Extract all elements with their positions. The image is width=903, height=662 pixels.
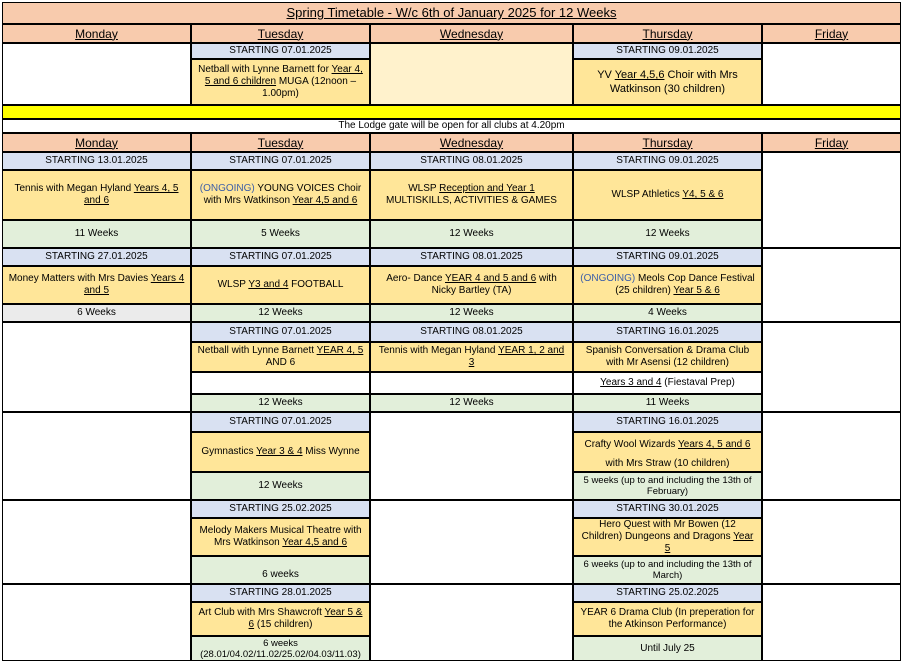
top-header-wednesday: Wednesday xyxy=(370,24,573,43)
top-monday-empty xyxy=(2,43,191,105)
header-thursday: Thursday xyxy=(573,133,762,152)
r6-tuesday-weeks: 6 weeks (28.01/04.02/11.02/25.02/04.03/11.03) xyxy=(191,636,370,661)
r3-wednesday-weeks: 12 Weeks xyxy=(370,394,573,412)
r1-wednesday-description: WLSP Reception and Year 1 MULTISKILLS, ACTIVITIES & GAMES xyxy=(370,170,573,220)
r3-wednesday-starting: STARTING 08.01.2025 xyxy=(370,322,573,342)
r1-thursday-weeks: 12 Weeks xyxy=(573,220,762,248)
top-header-thursday: Thursday xyxy=(573,24,762,43)
r5-thursday-description: Hero Quest with Mr Bowen (12 Children) Dungeons and Dragons Year 5 xyxy=(573,518,762,556)
r2-monday-starting: STARTING 27.01.2025 xyxy=(2,248,191,266)
header-monday: Monday xyxy=(2,133,191,152)
r3-tuesday-blank xyxy=(191,372,370,394)
top-thursday-description: YV Year 4,5,6 Choir with Mrs Watkinson (30 children) xyxy=(573,59,762,105)
r3-thursday-starting: STARTING 16.01.2025 xyxy=(573,322,762,342)
r1-tuesday-weeks: 5 Weeks xyxy=(191,220,370,248)
r3-thursday-extra: Years 3 and 4 (Fiestaval Prep) xyxy=(573,372,762,394)
header-friday: Friday xyxy=(762,133,901,152)
r3-thursday-weeks: 11 Weeks xyxy=(573,394,762,412)
r2-thursday-starting: STARTING 09.01.2025 xyxy=(573,248,762,266)
r1-wednesday-starting: STARTING 08.01.2025 xyxy=(370,152,573,170)
top-header-monday: Monday xyxy=(2,24,191,43)
r4-tuesday-description: Gymnastics Year 3 & 4 Miss Wynne xyxy=(191,432,370,472)
r5-thursday-starting: STARTING 30.01.2025 xyxy=(573,500,762,518)
r4-wednesday-empty xyxy=(370,412,573,500)
r4-friday-empty xyxy=(762,412,901,500)
top-wednesday-empty xyxy=(370,43,573,105)
r2-thursday-weeks: 4 Weeks xyxy=(573,304,762,322)
r3-thursday-description: Spanish Conversation & Drama Club with Mr Asensi (12 children) xyxy=(573,342,762,372)
r2-thursday-description: (ONGOING) Meols Cop Dance Festival (25 children) Year 5 & 6 xyxy=(573,266,762,304)
r5-friday-empty xyxy=(762,500,901,584)
r1-thursday-description: WLSP Athletics Y4, 5 & 6 xyxy=(573,170,762,220)
top-tuesday-starting: STARTING 07.01.2025 xyxy=(191,43,370,59)
r6-tuesday-starting: STARTING 28.01.2025 xyxy=(191,584,370,602)
r2-wednesday-starting: STARTING 08.01.2025 xyxy=(370,248,573,266)
r1-monday-starting: STARTING 13.01.2025 xyxy=(2,152,191,170)
top-tuesday-description: Netball with Lynne Barnett for Year 4, 5 and 6 children MUGA (12noon – 1.00pm) xyxy=(191,59,370,105)
top-header-friday: Friday xyxy=(762,24,901,43)
r6-thursday-description: YEAR 6 Drama Club (In preperation for the Atkinson Performance) xyxy=(573,602,762,636)
r5-tuesday-description: Melody Makers Musical Theatre with Mrs Watkinson Year 4,5 and 6 xyxy=(191,518,370,556)
top-friday-empty xyxy=(762,43,901,105)
r2-friday-empty xyxy=(762,248,901,322)
r3-monday-empty xyxy=(2,322,191,412)
r1-friday-empty xyxy=(762,152,901,248)
r2-wednesday-weeks: 12 Weeks xyxy=(370,304,573,322)
r1-thursday-starting: STARTING 09.01.2025 xyxy=(573,152,762,170)
r6-friday-empty xyxy=(762,584,901,661)
r2-wednesday-description: Aero- Dance YEAR 4 and 5 and 6 with Nicky Bartley (TA) xyxy=(370,266,573,304)
r5-tuesday-weeks: 6 weeks xyxy=(191,556,370,584)
r4-thursday-weeks: 5 weeks (up to and including the 13th of February) xyxy=(573,472,762,500)
r4-thursday-description: Crafty Wool Wizards Years 4, 5 and 6 with Mrs Straw (10 children) xyxy=(573,432,762,472)
r4-tuesday-starting: STARTING 07.01.2025 xyxy=(191,412,370,432)
r1-monday-description: Tennis with Megan Hyland Years 4, 5 and 6 xyxy=(2,170,191,220)
header-tuesday: Tuesday xyxy=(191,133,370,152)
r4-monday-empty xyxy=(2,412,191,500)
r2-tuesday-weeks: 12 Weeks xyxy=(191,304,370,322)
timetable-title: Spring Timetable - W/c 6th of January 2025 for 12 Weeks xyxy=(2,2,901,24)
r6-wednesday-empty xyxy=(370,584,573,661)
r3-wednesday-blank xyxy=(370,372,573,394)
lodge-gate-note: The Lodge gate will be open for all clubs at 4.20pm xyxy=(2,119,901,133)
r3-tuesday-starting: STARTING 07.01.2025 xyxy=(191,322,370,342)
r2-monday-description: Money Matters with Mrs Davies Years 4 and 5 xyxy=(2,266,191,304)
r6-thursday-weeks: Until July 25 xyxy=(573,636,762,661)
r1-tuesday-description: (ONGOING) YOUNG VOICES Choir with Mrs Watkinson Year 4,5 and 6 xyxy=(191,170,370,220)
top-header-tuesday: Tuesday xyxy=(191,24,370,43)
r4-thursday-description-extra: with Mrs Straw (10 children) xyxy=(605,458,730,469)
r1-monday-weeks: 11 Weeks xyxy=(2,220,191,248)
r2-tuesday-starting: STARTING 07.01.2025 xyxy=(191,248,370,266)
r6-monday-empty xyxy=(2,584,191,661)
r2-monday-weeks: 6 Weeks xyxy=(2,304,191,322)
r3-wednesday-description: Tennis with Megan Hyland YEAR 1, 2 and 3 xyxy=(370,342,573,372)
header-wednesday: Wednesday xyxy=(370,133,573,152)
top-thursday-starting: STARTING 09.01.2025 xyxy=(573,43,762,59)
r6-thursday-starting: STARTING 25.02.2025 xyxy=(573,584,762,602)
r3-tuesday-description: Netball with Lynne Barnett YEAR 4, 5 AND 6 xyxy=(191,342,370,372)
r2-tuesday-description: WLSP Y3 and 4 FOOTBALL xyxy=(191,266,370,304)
r5-tuesday-starting: STARTING 25.02.2025 xyxy=(191,500,370,518)
r5-monday-empty xyxy=(2,500,191,584)
r4-thursday-starting: STARTING 16.01.2025 xyxy=(573,412,762,432)
section-divider xyxy=(2,105,901,119)
r3-friday-empty xyxy=(762,322,901,412)
r5-thursday-weeks: 6 weeks (up to and including the 13th of March) xyxy=(573,556,762,584)
r6-tuesday-description: Art Club with Mrs Shawcroft Year 5 & 6 (15 children) xyxy=(191,602,370,636)
r1-tuesday-starting: STARTING 07.01.2025 xyxy=(191,152,370,170)
r4-tuesday-weeks: 12 Weeks xyxy=(191,472,370,500)
r1-wednesday-weeks: 12 Weeks xyxy=(370,220,573,248)
r5-wednesday-empty xyxy=(370,500,573,584)
r3-tuesday-weeks: 12 Weeks xyxy=(191,394,370,412)
